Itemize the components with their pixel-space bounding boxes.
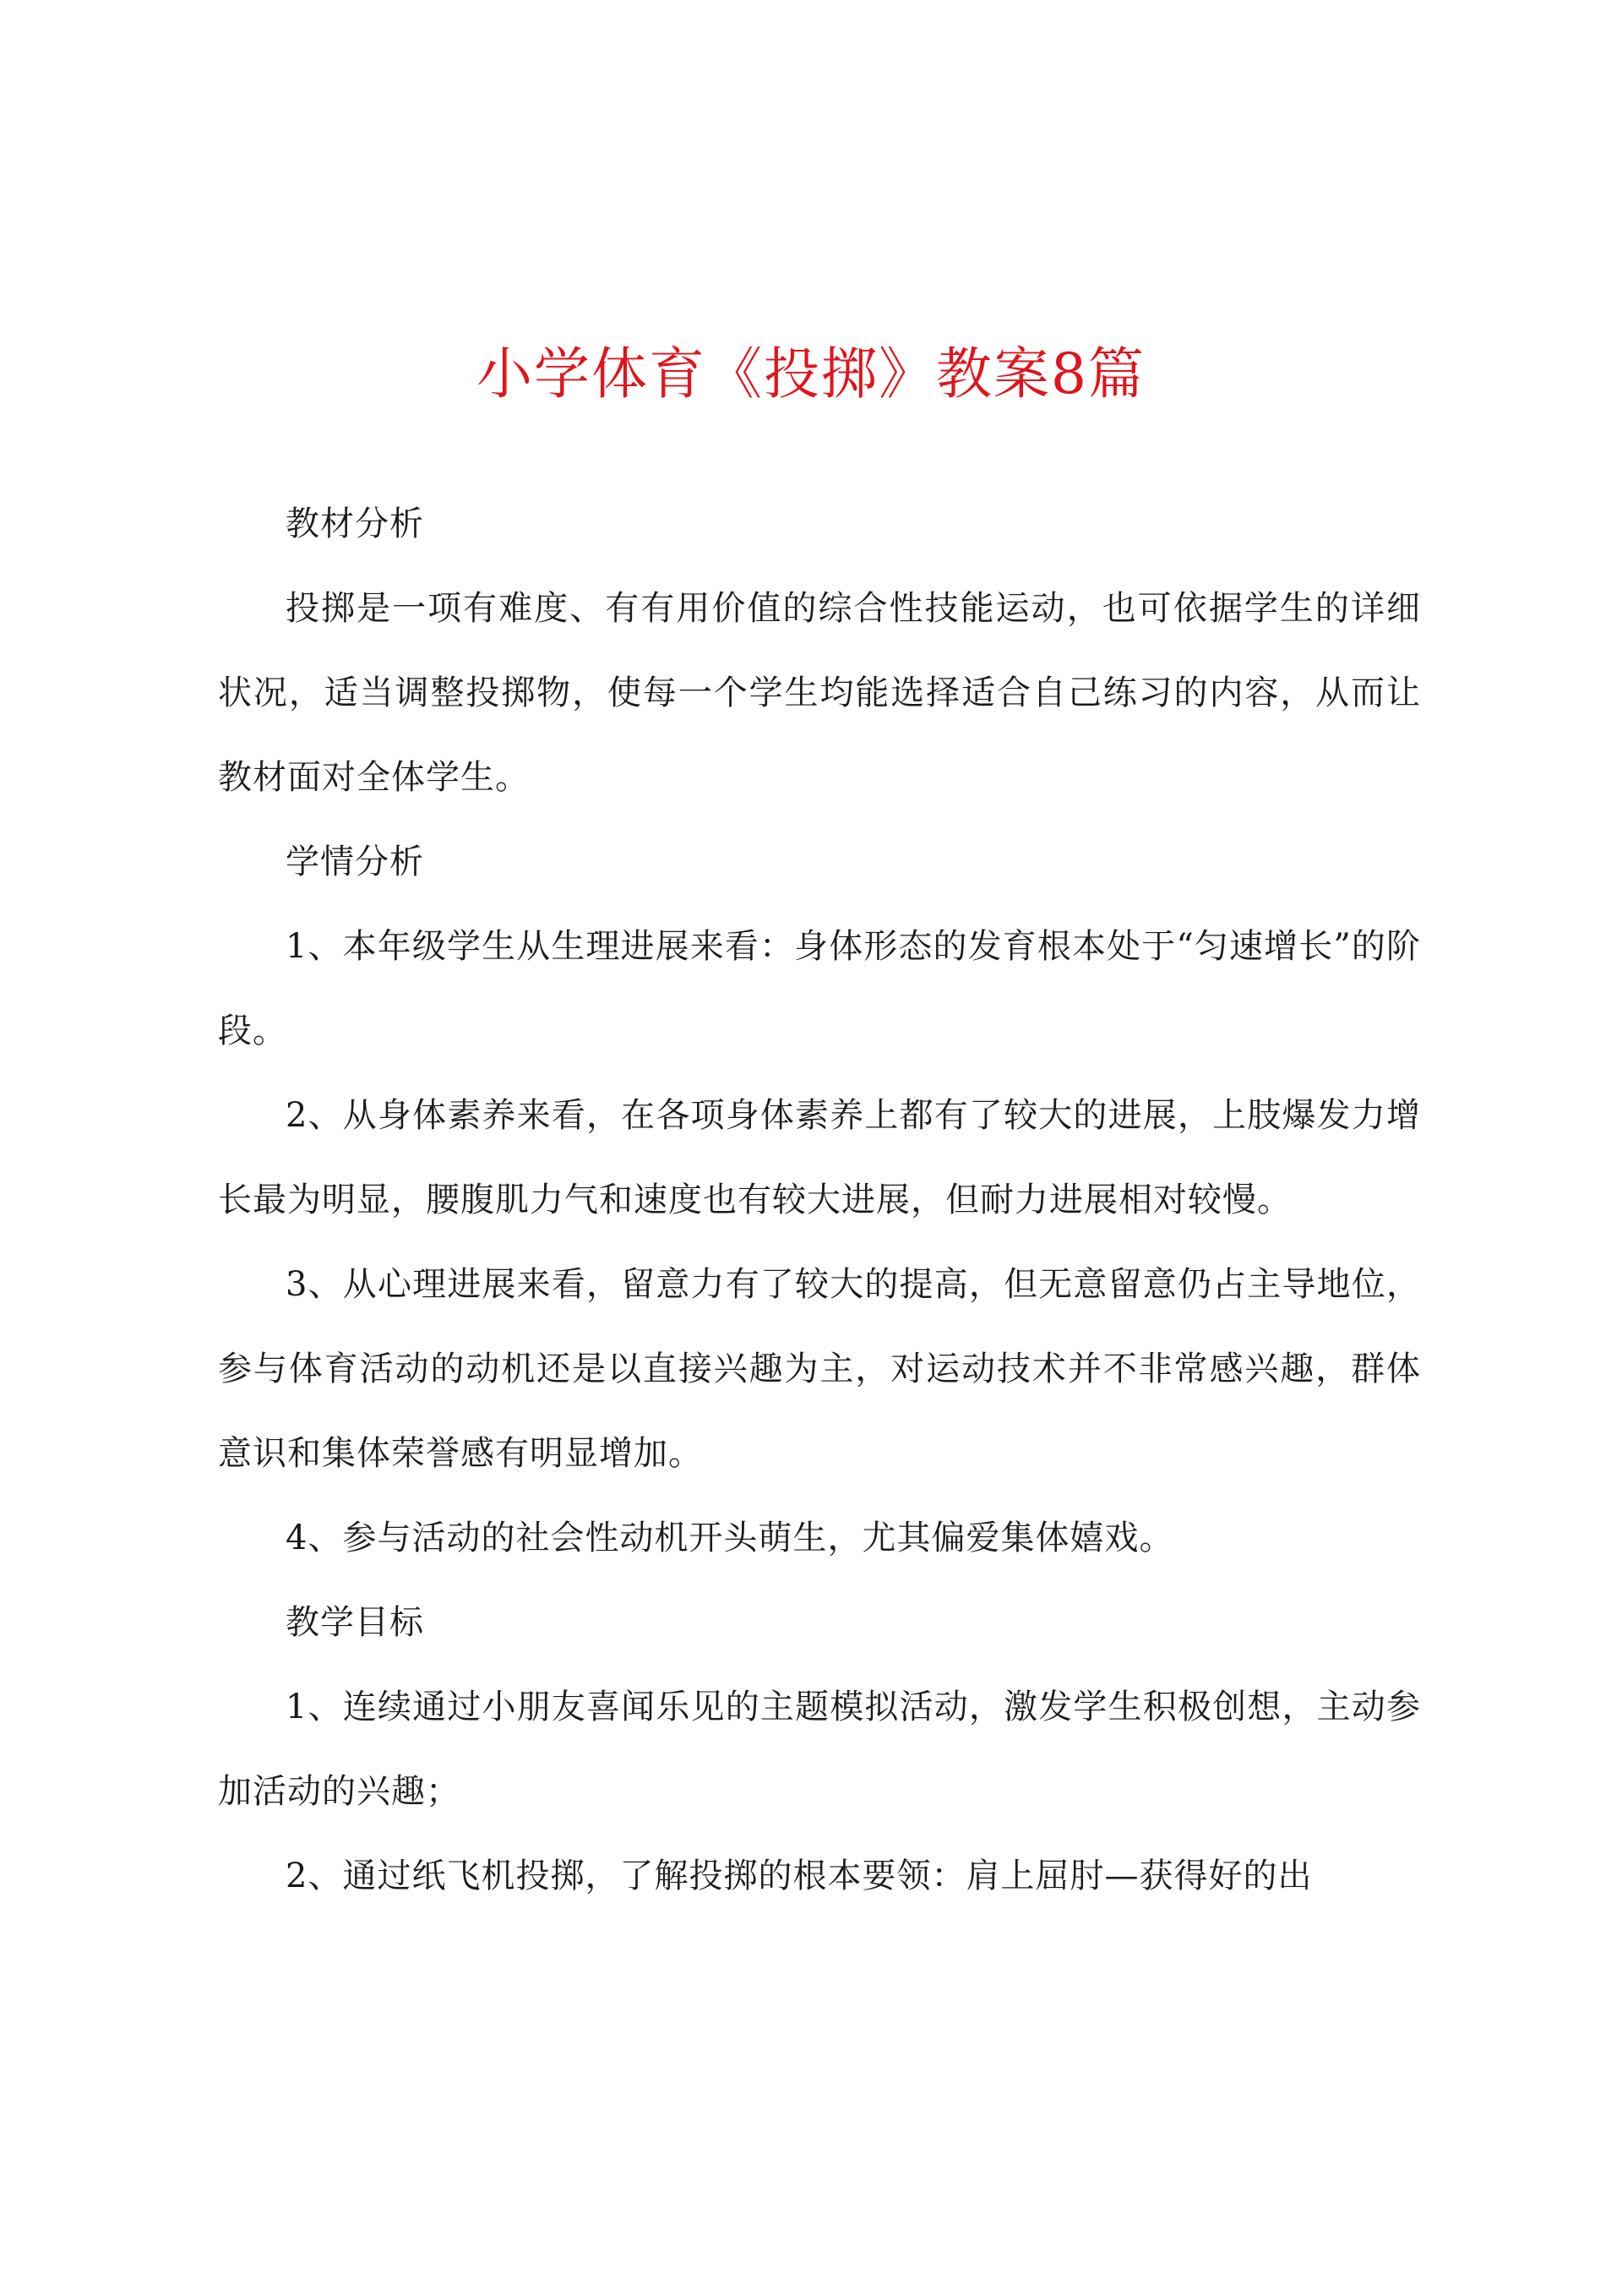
- paragraph-student-analysis-1: 1、本年级学生从生理进展来看：身体形态的发育根本处于“匀速增长”的阶段。: [218, 927, 1421, 1050]
- paragraph-teaching-goal-1: 1、连续通过小朋友喜闻乐见的主题模拟活动，激发学生积极创想，主动参加活动的兴趣；: [218, 1688, 1421, 1811]
- paragraph-textbook-analysis: 投掷是一项有难度、有有用价值的综合性技能运动，也可依据学生的详细状况，适当调整投掷物，使每一个学生均能选择适合自己练习的内容，从而让教材面对全体学生。: [218, 589, 1421, 797]
- paragraph-teaching-goal-2: 2、通过纸飞机投掷，了解投掷的根本要领：肩上屈肘—获得好的出: [286, 1857, 1313, 1895]
- heading-textbook-analysis: 教材分析: [286, 504, 424, 543]
- paragraph-student-analysis-2: 2、从身体素养来看，在各项身体素养上都有了较大的进展，上肢爆发力增长最为明显，腰腹肌力气和速度也有较大进展，但耐力进展相对较慢。: [218, 1096, 1421, 1219]
- heading-student-analysis: 学情分析: [286, 843, 424, 881]
- paragraph-student-analysis-4: 4、参与活动的社会性动机开头萌生，尤其偏爱集体嬉戏。: [286, 1519, 1174, 1557]
- document-body: [218, 482, 1421, 1918]
- document-title: 小学体育《投掷》教案8篇: [476, 341, 1146, 406]
- heading-teaching-goals: 教学目标: [286, 1603, 424, 1642]
- paragraph-student-analysis-3: 3、从心理进展来看，留意力有了较大的提高，但无意留意仍占主导地位，参与体育活动的动机还是以直接兴趣为主，对运动技术并不非常感兴趣，群体意识和集体荣誉感有明显增加。: [218, 1265, 1421, 1473]
